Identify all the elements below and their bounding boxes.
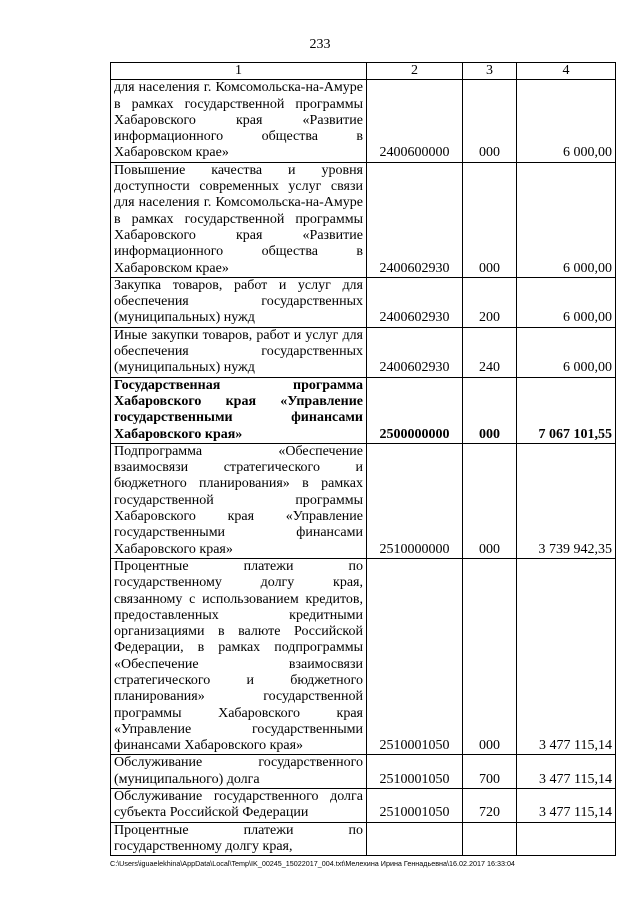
row-name-cell: Обслуживание государственного долга субъекта Российской Федерации (111, 789, 367, 823)
amount-cell: 6 000,00 (517, 80, 616, 162)
amount-cell: 7 067 101,55 (517, 377, 616, 443)
kcsr-code-cell: 2510001050 (367, 755, 463, 789)
amount-cell: 6 000,00 (517, 327, 616, 377)
row-name-cell: Иные закупки товаров, работ и услуг для обеспечения государственных (муниципальных) нужд (111, 327, 367, 377)
kcsr-code-cell: 2510000000 (367, 443, 463, 558)
row-name-cell: Повышение качества и уровня доступности современных услуг связи для населения г. Комсомольска-на-Амуре в рамках государственной программы Хабаровского края «Развитие информационного общества в Хабаровском крае» (111, 162, 367, 277)
row-name-cell: Государственная программа Хабаровского края «Управление государственными финансами Хабаровского края» (111, 377, 367, 443)
kcsr-code-cell: 2510001050 (367, 789, 463, 823)
kcsr-code-cell: 2400602930 (367, 327, 463, 377)
amount-cell: 6 000,00 (517, 277, 616, 327)
kvr-code-cell: 200 (463, 277, 517, 327)
table-row (111, 377, 616, 443)
kvr-code-cell (463, 822, 517, 856)
kvr-code-cell: 000 (463, 80, 517, 162)
table-row (111, 162, 616, 277)
column-header: 1 (111, 63, 367, 80)
column-header: 2 (367, 63, 463, 80)
row-name-cell: Процентные платежи по государственному долгу края, связанному с использованием кредитов, предоставленных кредитными организациями в валюте Российской Федерации, в рамках подпрограммы «Обеспечение взаимосвязи стратегического и бюджетного планирования» государственной программы Хабаровского края «Управление государственными финансами Хабаровского края» (111, 558, 367, 755)
column-header: 4 (517, 63, 616, 80)
kvr-code-cell: 240 (463, 327, 517, 377)
file-path-footer: C:\Users\iguaelekhina\AppData\Local\Temp\IK_00245_15022017_004.txt\Мелехина Ирина Геннадьевна\16.02.2017 16:33:04 (110, 859, 515, 868)
kvr-code-cell: 000 (463, 162, 517, 277)
kvr-code-cell: 000 (463, 558, 517, 755)
kcsr-code-cell: 2510001050 (367, 558, 463, 755)
amount-cell: 6 000,00 (517, 162, 616, 277)
page-number: 233 (309, 37, 331, 52)
amount-cell (517, 822, 616, 856)
header-row (111, 63, 616, 80)
amount-cell: 3 477 115,14 (517, 558, 616, 755)
table-row (111, 822, 616, 856)
kcsr-code-cell: 2400602930 (367, 277, 463, 327)
row-name-cell: Процентные платежи по государственному долгу края, (111, 822, 367, 856)
kcsr-code-cell: 2400602930 (367, 162, 463, 277)
table-row (111, 327, 616, 377)
kcsr-code-cell (367, 822, 463, 856)
amount-cell: 3 477 115,14 (517, 789, 616, 823)
row-name-cell: Подпрограмма «Обеспечение взаимосвязи стратегического и бюджетного планирования» в рамках государственной программы Хабаровского края «Управление государственными финансами Хабаровского края» (111, 443, 367, 558)
amount-cell: 3 739 942,35 (517, 443, 616, 558)
kvr-code-cell: 000 (463, 443, 517, 558)
table-row (111, 558, 616, 755)
row-name-cell: Закупка товаров, работ и услуг для обеспечения государственных (муниципальных) нужд (111, 277, 367, 327)
column-header: 3 (463, 63, 517, 80)
amount-cell: 3 477 115,14 (517, 755, 616, 789)
kvr-code-cell: 000 (463, 377, 517, 443)
kvr-code-cell: 700 (463, 755, 517, 789)
kcsr-code-cell: 2400600000 (367, 80, 463, 162)
table-row (111, 789, 616, 823)
table-row (111, 443, 616, 558)
kvr-code-cell: 720 (463, 789, 517, 823)
row-name-cell: Обслуживание государственного (муниципального) долга (111, 755, 367, 789)
table-row (111, 277, 616, 327)
kcsr-code-cell: 2500000000 (367, 377, 463, 443)
row-name-cell: для населения г. Комсомольска-на-Амуре в рамках государственной программы Хабаровского края «Развитие информационного общества в Хабаровском крае» (111, 80, 367, 162)
table-row (111, 755, 616, 789)
budget-table (110, 62, 616, 856)
table-row (111, 80, 616, 162)
